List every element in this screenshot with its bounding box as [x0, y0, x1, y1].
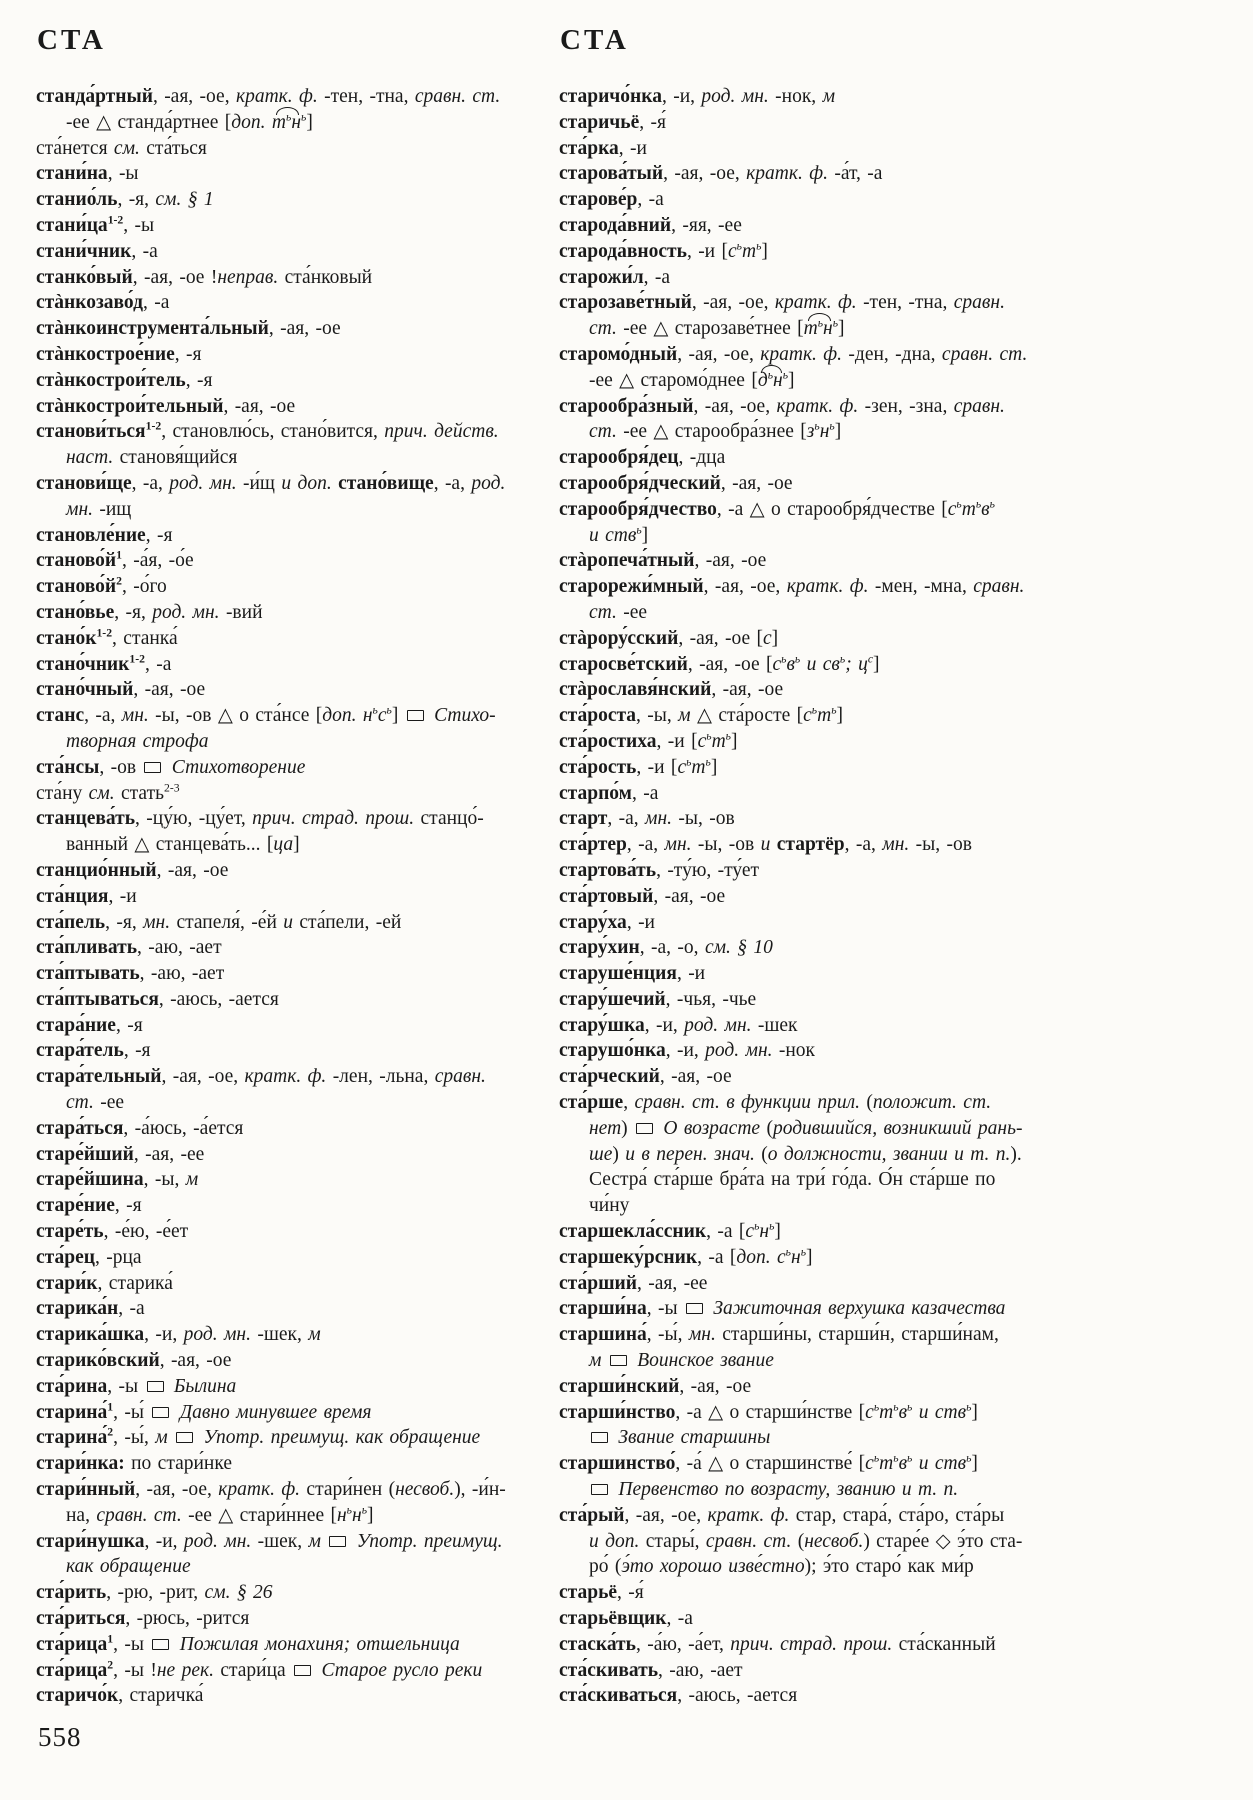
entry-line: ста́рший, -ая, -ее — [559, 1272, 708, 1294]
entry-line: старосве́тский, -ая, -ое [$с^ьв^ь$ и $св^ь$; $ц^с$] — [559, 652, 880, 675]
entry-line: старшинство́, -а́ △ о старшинстве́ [$с^ьт^ьв^ь$ и ств$^ь$] — [559, 1451, 978, 1475]
entry-line: старина́$^1$, -ы́ Давно минувшее время — [36, 1400, 372, 1423]
entry-line: стàнкострои́тель, -я — [36, 369, 213, 391]
entry-line: станцио́нный, -ая, -ое — [36, 859, 229, 881]
entry-line: старика́шка, -и, род. мн. -шек, м — [36, 1324, 321, 1346]
entry-line: старьёвщик, -а — [559, 1608, 693, 1630]
entry-line: станко́вый, -ая, -ое !неправ. ста́нковый — [36, 266, 373, 288]
entry-line: стара́тельный, -ая, -ое, кратк. ф. -лен, -льна, сравн. — [36, 1066, 486, 1088]
entry-line: ста́ртовый, -ая, -ое — [559, 885, 726, 907]
entry-line: стани́чник, -а — [36, 240, 158, 262]
entry-line: стàнкоинструмента́льный, -ая, -ое — [36, 318, 341, 340]
definition-box-icon — [144, 762, 161, 773]
entry-line: стари́нный, -ая, -ое, кратк. ф. стари́нен (несвоб.), -и́н- — [36, 1479, 506, 1501]
entry-continuation-line: ванный △ станцева́ть... [ца] — [66, 834, 300, 856]
entry-line: старшеку́рсник, -а [доп. $с^ьн^ь$] — [559, 1245, 813, 1268]
entry-continuation-line: ст. -ее — [66, 1092, 125, 1114]
entry-line: старе́ть, -е́ю, -е́ет — [36, 1221, 189, 1243]
entry-line: старико́вский, -ая, -ое — [36, 1350, 232, 1372]
entry-line: старова́тый, -ая, -ое, кратк. ф. -а́т, -а — [559, 163, 883, 185]
entry-line: ста́пель, -я, мн. стапеля́, -е́й и ста́пели, -ей — [36, 911, 402, 933]
entry-line: ста́пливать, -аю, -ает — [36, 937, 222, 959]
entry-continuation-line: ст. -ее — [589, 601, 648, 623]
entry-line: старообря́дец, -дца — [559, 447, 726, 469]
entry-line: ста́птывать, -аю, -ает — [36, 963, 225, 985]
entry-line: станови́ться$^{1-2}$, становлю́сь, стано́вится, прич. действ. — [36, 419, 499, 443]
entry-line: $станово́й^2$, -о́го — [36, 574, 167, 598]
entry-line: старода́вность, -и $[с^ьт^ь]$ — [559, 239, 768, 262]
entry-line: старушо́нка, -и, род. мн. -нок — [559, 1040, 816, 1062]
entry-line: ста́птываться, -аюсь, -ается — [36, 988, 279, 1010]
entry-line: ста́скивать, -аю, -ает — [559, 1659, 743, 1681]
entry-line: старина́$^2$, -ы́, м Употр. преимущ. как обращение — [36, 1425, 481, 1449]
definition-box-icon — [591, 1484, 608, 1495]
entry-line: ста́рить, -рю, -рит, см. § 26 — [36, 1582, 273, 1604]
entry-continuation-line: нет) О возрасте (родившийся, возникший рань- — [589, 1117, 1023, 1139]
entry-continuation-line: чи́ну — [589, 1195, 630, 1217]
entry-line: ста́нется см. ста́ться — [36, 137, 207, 159]
definition-box-icon — [176, 1432, 193, 1443]
entry-line: ста́рый, -ая, -ое, кратк. ф. стар, стара́, ста́ро, ста́ры — [559, 1504, 1005, 1526]
entry-continuation-line: Первенство по возрасту, званию и т. п. — [559, 1477, 1077, 1503]
entry-line: ста́рица$^2$, -ы !не рек. стари́ца Старое русло реки — [36, 1658, 483, 1681]
entry-line: стано́вье, -я, род. мн. -вий — [36, 601, 263, 623]
entry-continuation-line: на, сравн. ст. -ее △ стари́ннее $[н^ьн^ь]$ — [66, 1503, 374, 1526]
entry-continuation-line: мн. -ищ — [66, 498, 132, 520]
dictionary-column-left — [36, 84, 554, 1709]
entry-line: станда́ртный, -ая, -ое, кратк. ф. -тен, -тна, сравн. ст. — [36, 86, 501, 107]
entry-line: старичьё, -я́ — [559, 111, 666, 133]
entry-line: ста́рше, сравн. ст. в функции прил. (положит. ст. — [559, 1092, 992, 1114]
entry-line: ста́рка, -и — [559, 137, 647, 159]
entry-line: стано́чник$^{1-2}$, -а — [36, 652, 172, 675]
entry-line: $станово́й^1$, -а́я, -о́е — [36, 548, 194, 572]
definition-box-icon — [636, 1123, 653, 1134]
entry-line: старшекла́ссник, -а $[с^ьн^ь]$ — [559, 1219, 781, 1243]
entry-line: старообра́зный, -ая, -ое, кратк. ф. -зен, -зна, сравн. — [559, 395, 1005, 417]
entry-line: стàнкострое́ние, -я — [36, 343, 202, 365]
entry-line: старичо́к, старичка́ — [36, 1685, 204, 1707]
entry-line: старе́йший, -ая, -ее — [36, 1143, 205, 1165]
entry-continuation-line: ро́ (э́то хорошо изве́стно); э́то старо́ как ми́р — [589, 1556, 974, 1578]
entry-line: старши́нство, -а △ о старши́нстве [$с^ьт^ьв^ь$ и ств$^ь$] — [559, 1400, 978, 1423]
entry-continuation-line: ст. -ее △ старообра́знее $[з^ьн^ь]$ — [589, 419, 842, 443]
entry-continuation-line: -ее △ старомо́днее $[д^ьн^ь]$ — [559, 368, 1077, 394]
entry-line: ста́нция, -и — [36, 885, 137, 907]
entry-line: старозаве́тный, -ая, -ое, кратк. ф. -тен, -тна, сравн. — [559, 292, 1005, 314]
entry-line: стàрору́сский, -ая, -ое [с] — [559, 627, 779, 649]
entry-line: стара́ние, -я — [36, 1014, 143, 1036]
entry-line: старе́ние, -я — [36, 1195, 142, 1217]
entry-line: ста́ртер, -а, мн. -ы, -ов и стартёр, -а, мн. -ы, -ов — [559, 834, 972, 856]
entry-continuation-line: и доп. стары́, сравн. ст. (несвоб.) старе́е ◇ э́то ста- — [589, 1530, 1023, 1552]
page-number: 558 — [38, 1722, 82, 1752]
definition-box-icon — [591, 1432, 608, 1443]
entry-line: ста́рина, -ы Былина — [36, 1375, 237, 1397]
entry-line: стари́нка: по стари́нке — [36, 1453, 233, 1475]
definition-box-icon — [407, 710, 424, 721]
entry-continuation-line: ст. -ее △ старозаве́тнее $[т^ьн^ь]$ — [559, 316, 1077, 342]
entry-continuation-line: м Воинское звание — [589, 1350, 774, 1372]
entry-line: ста́рец, -рца — [36, 1246, 142, 1268]
definition-box-icon — [329, 1536, 346, 1547]
entry-line: стару́хин, -а, -о, см. § 10 — [559, 937, 773, 959]
entry-continuation-line: творная строфа — [66, 730, 209, 752]
entry-line: старомо́дный, -ая, -ое, кратк. ф. -ден, -дна, сравн. ст. — [559, 343, 1028, 365]
entry-line: старика́н, -а — [36, 1298, 145, 1320]
entry-line: старе́йшина, -ы, м — [36, 1169, 199, 1191]
entry-line: старода́вний, -яя, -ее — [559, 214, 742, 236]
entry-continuation-line: как обращение — [66, 1556, 191, 1578]
definition-box-icon — [152, 1407, 169, 1418]
entry-line: старичо́нка, -и, род. мн. -нок, м — [559, 86, 836, 107]
entry-line: стару́шечий, -чья, -чье — [559, 988, 757, 1010]
entry-line: старуше́нция, -и — [559, 963, 706, 985]
entry-continuation-line: Звание старшины — [559, 1425, 1077, 1451]
entry-line: стàрославя́нский, -ая, -ое — [559, 679, 784, 701]
entry-line: стару́шка, -и, род. мн. -шек — [559, 1014, 798, 1036]
entry-line: стара́тель, -я — [36, 1040, 151, 1062]
entry-line: старожи́л, -а — [559, 266, 671, 288]
entry-line: ста́скиваться, -аюсь, -ается — [559, 1685, 798, 1707]
entry-line: стани́на, -ы — [36, 163, 139, 185]
entry-line: стàнкострои́тельный, -ая, -ое — [36, 395, 296, 417]
entry-line: ста́рческий, -ая, -ое — [559, 1066, 732, 1088]
entry-line: старшина́, -ы́, мн. старши́ны, старши́н, старши́нам, — [559, 1324, 999, 1346]
entry-line: ста́роста, -ы, м △ ста́росте $[с^ьт^ь]$ — [559, 703, 844, 727]
entry-line: ста́ростиха, -и $[с^ьт^ь]$ — [559, 729, 738, 752]
definition-box-icon — [610, 1355, 627, 1366]
entry-line: стàнкозаво́д, -а — [36, 292, 170, 314]
running-head-left: СТА — [37, 24, 106, 56]
entry-line: старпо́м, -а — [559, 782, 659, 804]
running-head-right: СТА — [560, 24, 629, 56]
entry-line: стартова́ть, -ту́ю, -ту́ет — [559, 859, 760, 881]
entry-continuation-line: ше) и в перен. знач. (о должности, звании и т. п.). — [589, 1143, 1022, 1165]
entry-line: $стано́к^{1-2}$, станка́ — [36, 626, 178, 649]
dictionary-column-right — [559, 84, 1077, 1709]
entry-line: стано́чный, -ая, -ое — [36, 679, 206, 701]
entry-line: ста́риться, -рюсь, -рится — [36, 1608, 250, 1630]
definition-box-icon — [147, 1381, 164, 1392]
entry-line: ста́ну см. стать$^{2-3}$ — [36, 781, 180, 804]
definition-box-icon — [294, 1665, 311, 1676]
entry-continuation-line: и ств$^ь$] — [589, 523, 649, 546]
entry-line: станцева́ть, -цу́ю, -цу́ет, прич. страд. прош. станцо́- — [36, 808, 484, 830]
entry-line: стàропеча́тный, -ая, -ое — [559, 550, 767, 572]
entry-line: ста́рость, -и $[с^ьт^ь]$ — [559, 755, 718, 778]
entry-continuation-line: -ее △ станда́ртнее [доп. $т^ьн^ь$] — [36, 110, 554, 136]
entry-line: старши́на, -ы Зажиточная верхушка казачества — [559, 1298, 1006, 1320]
entry-line: $стани́ца^{1-2}$, -ы — [36, 213, 155, 236]
entry-line: старове́р, -а — [559, 189, 664, 211]
entry-line: стари́нушка, -и, род. мн. -шек, м Употр. преимущ. — [36, 1530, 503, 1552]
entry-line: становле́ние, -я — [36, 524, 173, 546]
entry-line: старши́нский, -ая, -ое — [559, 1375, 752, 1397]
entry-line: старьё, -я́ — [559, 1582, 644, 1604]
entry-line: стаска́ть, -а́ю, -а́ет, прич. страд. прош. ста́сканный — [559, 1633, 996, 1655]
entry-line: станио́ль, -я, см. § 1 — [36, 189, 214, 211]
entry-line: старообря́дчество, -а △ о старообря́дчестве [$с^ьт^ьв^ь$ — [559, 497, 995, 520]
entry-line: станс, -а, мн. -ы, -ов △ о ста́нсе [доп. $н^ьс^ь$] Стихо- — [36, 703, 496, 727]
entry-continuation-line: наст. становя́щийся — [66, 447, 238, 469]
definition-box-icon — [686, 1303, 703, 1314]
definition-box-icon — [152, 1639, 169, 1650]
entry-line: станови́ще, -а, род. мн. -и́щ и доп. стано́вище, -а, род. — [36, 472, 506, 494]
entry-line: стара́ться, -а́юсь, -а́ется — [36, 1117, 244, 1139]
entry-line: старорежи́мный, -ая, -ое, кратк. ф. -мен, -мна, сравн. — [559, 576, 1025, 598]
entry-line: стари́к, старика́ — [36, 1272, 173, 1294]
entry-line: ста́нсы, -ов Стихотворение — [36, 756, 306, 778]
entry-line: старообря́дческий, -ая, -ое — [559, 472, 793, 494]
entry-line: старт, -а, мн. -ы, -ов — [559, 808, 735, 830]
entry-line: стару́ха, -и — [559, 911, 655, 933]
entry-continuation-line: Сестра́ ста́рше бра́та на три́ го́да. О́н ста́рше по — [589, 1169, 996, 1191]
entry-line: ста́рица$^1$, -ы Пожилая монахиня; отшельница — [36, 1632, 460, 1655]
